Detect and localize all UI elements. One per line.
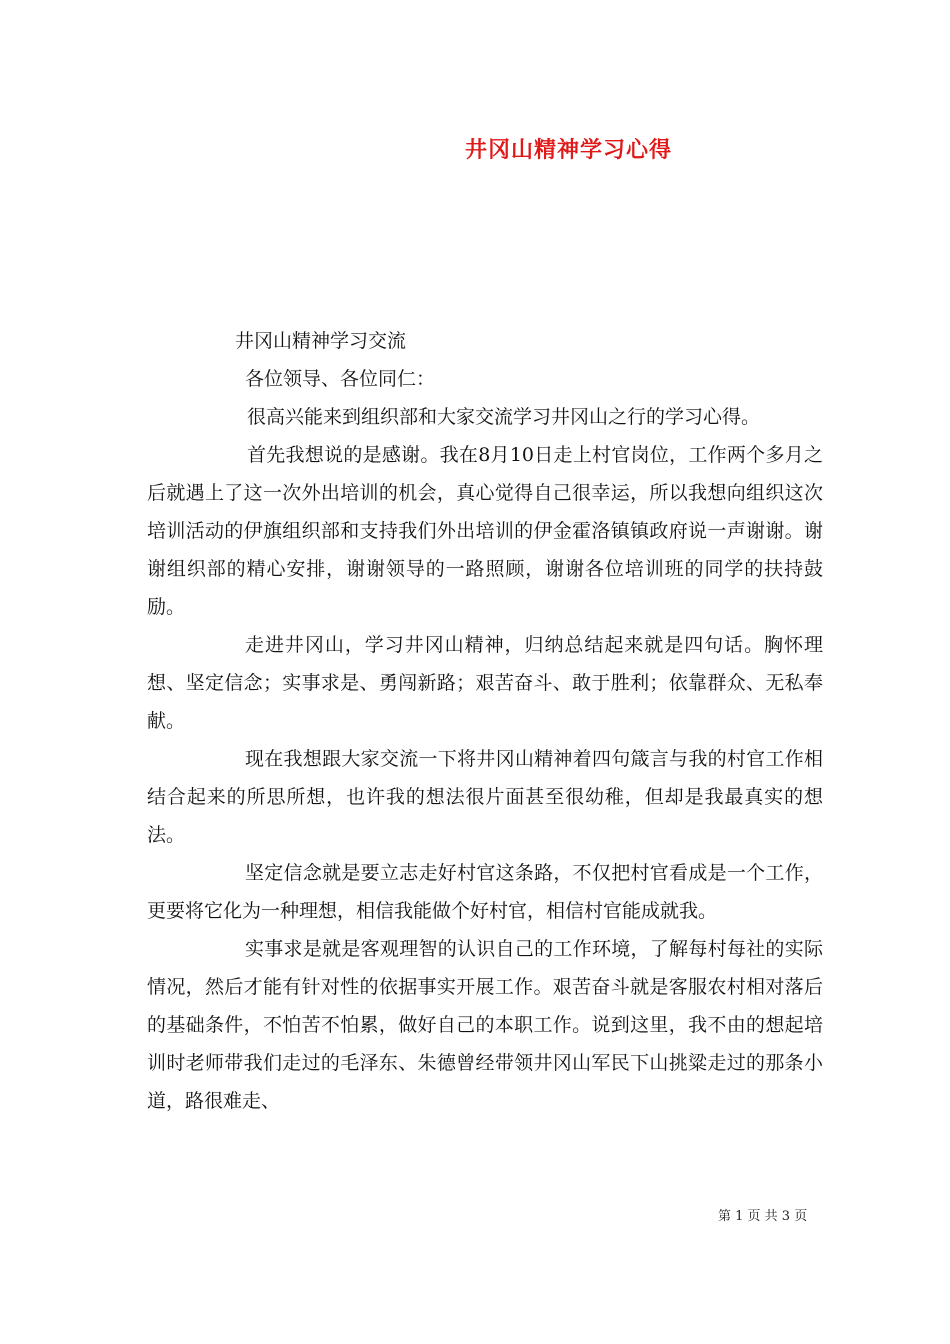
page-number: 第 1 页 共 3 页 — [718, 1209, 808, 1224]
document-title: 井冈山精神学习心得 — [465, 137, 673, 163]
subheading: 井冈山精神学习交流 — [235, 330, 407, 352]
document-body — [147, 322, 823, 1120]
paragraph: 实事求是就是客观理智的认识自己的工作环境，了解每村每社的实际情况，然后才能有针对性的依据事实开展工作。艰苦奋斗就是客服农村相对落后的基础条件，不怕苦不怕累，做好自己的本职工作。说到这里，我不由的想起培训时老师带我们走过的毛泽东、朱德曾经带领井冈山军民下山挑粱走过的那条小道，路很难走、 — [147, 938, 823, 1112]
paragraph: 很高兴能来到组织部和大家交流学习井冈山之行的学习心得。 — [247, 406, 761, 428]
salutation: 各位领导、各位同仁： — [245, 368, 436, 390]
paragraph: 坚定信念就是要立志走好村官这条路，不仅把村官看成是一个工作，更要将它化为一种理想，相信我能做个好村官，相信村官能成就我。 — [147, 862, 823, 922]
paragraph: 现在我想跟大家交流一下将井冈山精神着四句箴言与我的村官工作相结合起来的所思所想，也许我的想法很片面甚至很幼稚，但却是我最真实的想法。 — [147, 748, 823, 846]
paragraph: 首先我想说的是感谢。我在8月10日走上村官岗位，工作两个多月之后就遇上了这一次外出培训的机会，真心觉得自己很幸运，所以我想向组织这次培训活动的伊旗组织部和支持我们外出培训的伊金霍洛镇镇政府说一声谢谢。谢谢组织部的精心安排，谢谢领导的一路照顾，谢谢各位培训班的同学的扶持鼓励。 — [147, 444, 823, 618]
paragraph: 走进井冈山，学习井冈山精神，归纳总结起来就是四句话。胸怀理想、坚定信念；实事求是、勇闯新路；艰苦奋斗、敢于胜利；依靠群众、无私奉献。 — [147, 634, 823, 732]
